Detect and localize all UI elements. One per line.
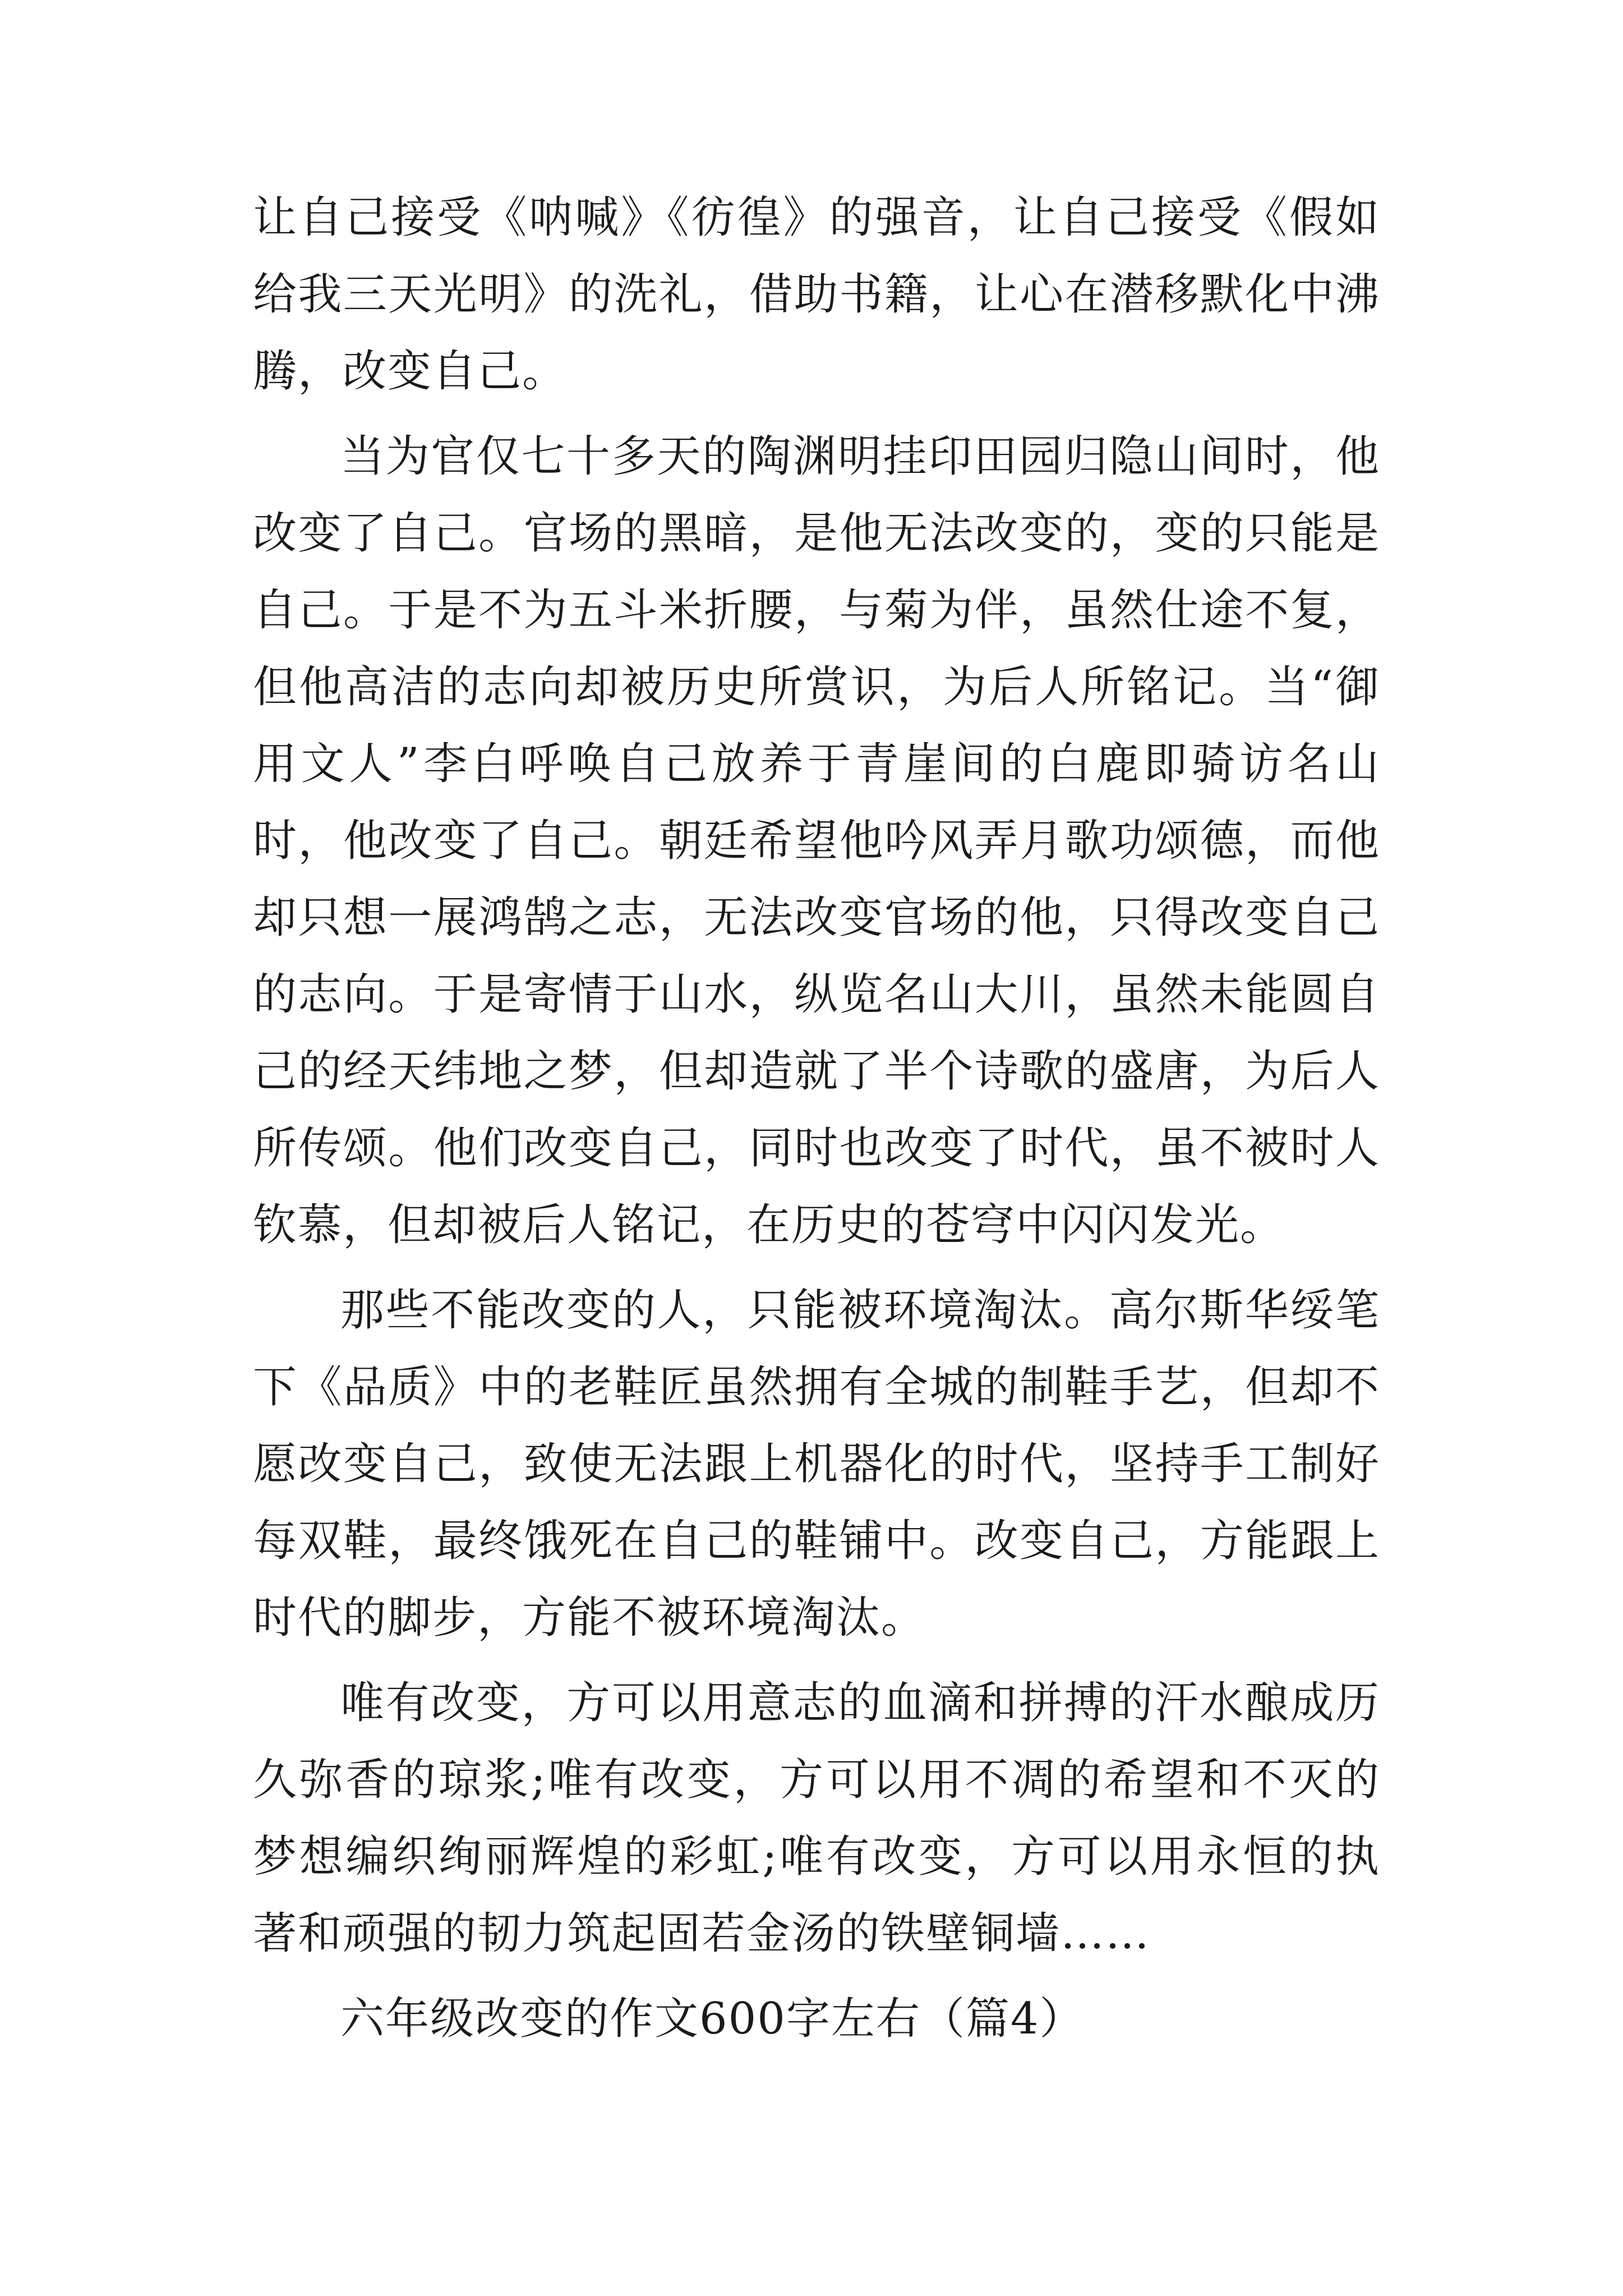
paragraph-continued: 让自己接受《呐喊》《彷徨》的强音，让自己接受《假如给我三天光明》的洗礼，借助书籍，让心在潜移默化中沸腾，改变自己。 <box>253 192 1380 397</box>
paragraph-old-shoemaker: 那些不能改变的人，只能被环境淘汰。高尔斯华绥笔下《品质》中的老鞋匠虽然拥有全城的制鞋手艺，但却不愿改变自己，致使无法跟上机器化的时代，坚持手工制好每双鞋，最终饿死在自己的鞋铺中。改变自己，方能跟上时代的脚步，方能不被环境淘汰。 <box>253 1285 1380 1643</box>
paragraph-only-change: 唯有改变，方可以用意志的血滴和拼搏的汗水酿成历久弥香的琼浆;唯有改变，方可以用不凋的希望和不灭的梦想编织绚丽辉煌的彩虹;唯有改变，方可以用永恒的执著和顽强的韧力筑起固若金汤的铁壁铜墙…… <box>253 1678 1380 1959</box>
document-body <box>253 180 1380 2058</box>
paragraph-tao-yuanming-li-bai: 当为官仅七十多天的陶渊明挂印田园归隐山间时，他改变了自己。官场的黑暗，是他无法改变的，变的只能是自己。于是不为五斗米折腰，与菊为伴，虽然仕途不复，但他高洁的志向却被历史所赏识，为后人所铭记。当“御用文人”李白呼唤自己放养于青崖间的白鹿即骑访名山时，他改变了自己。朝廷希望他吟风弄月歌功颂德，而他却只想一展鸿鹄之志，无法改变官场的他，只得改变自己的志向。于是寄情于山水，纵览名山大川，虽然未能圆自己的经天纬地之梦，但却造就了半个诗歌的盛唐，为后人所传颂。他们改变自己，同时也改变了时代，虽不被时人钦慕，但却被后人铭记，在历史的苍穹中闪闪发光。 <box>253 431 1380 1250</box>
section-heading: 六年级改变的作文600字左右（篇4） <box>340 1994 1085 2044</box>
